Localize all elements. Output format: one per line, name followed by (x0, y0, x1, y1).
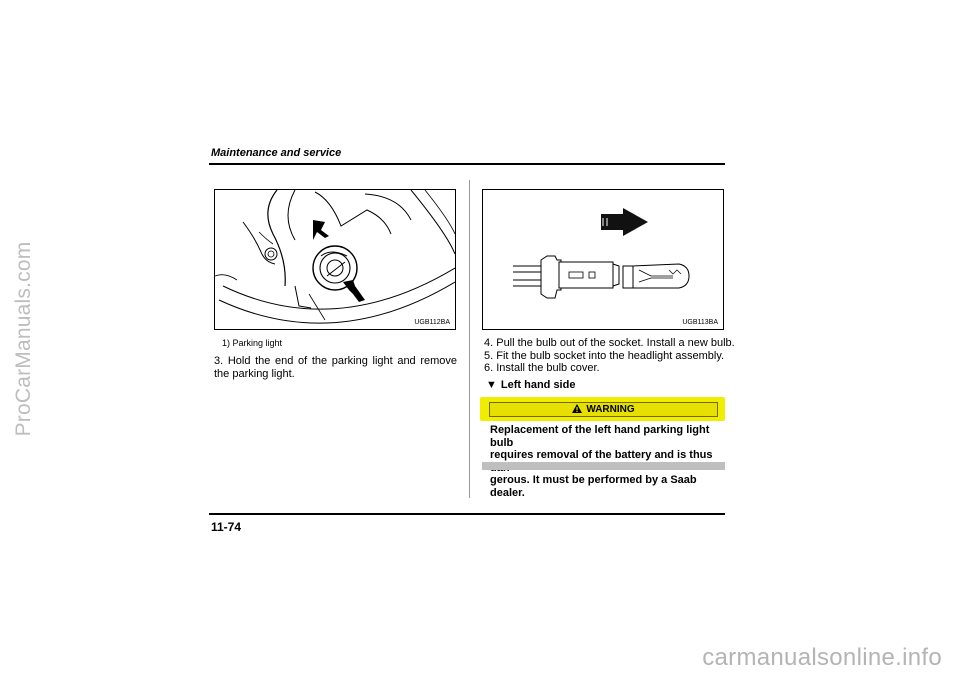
figure-code: UGB112BA (414, 319, 450, 326)
parking-light-illustration (215, 190, 455, 329)
warning-label-text: WARNING (586, 404, 635, 415)
figure-code: UGB113BA (682, 319, 718, 326)
footer-divider (209, 513, 725, 515)
steps-list (484, 337, 735, 375)
warning-line: Replacement of the left hand parking light bulb (490, 424, 710, 449)
list-item: 6. Install the bulb cover. (484, 362, 600, 374)
watermark-carmanualsonline: carmanualsonline.info (702, 644, 942, 671)
figure-bulb-socket (482, 189, 724, 330)
list-item: 4. Pull the bulb out of the socket. Install a new bulb. (484, 337, 735, 349)
warning-line: gerous. It must be performed by a Saab dealer. (490, 474, 697, 499)
warning-line: requires removal of the battery and is thus (490, 449, 713, 461)
warning-label (480, 397, 725, 421)
side-heading-label: Left hand side (500, 379, 576, 391)
list-item: 5. Fit the bulb socket into the headlight assembly. (484, 349, 725, 362)
triangle-down-icon: ▼ (486, 379, 497, 391)
column-divider (469, 180, 470, 498)
warning-label-box (489, 402, 718, 417)
bulb-socket-illustration (483, 190, 723, 329)
figure-parking-light (214, 189, 456, 330)
watermark-procarmanuals: ProCarManuals.com (12, 241, 35, 437)
warning-bottom-bar (482, 462, 725, 470)
page-number: 11-74 (211, 520, 242, 534)
figure-caption: 1) Parking light (222, 338, 283, 348)
step-3-text: 3. Hold the end of the parking light and remove the parking light. (214, 355, 457, 380)
section-header-title: Maintenance and service (211, 147, 342, 159)
warning-triangle-icon (572, 404, 582, 416)
side-heading (486, 379, 575, 391)
header-divider (209, 163, 725, 165)
